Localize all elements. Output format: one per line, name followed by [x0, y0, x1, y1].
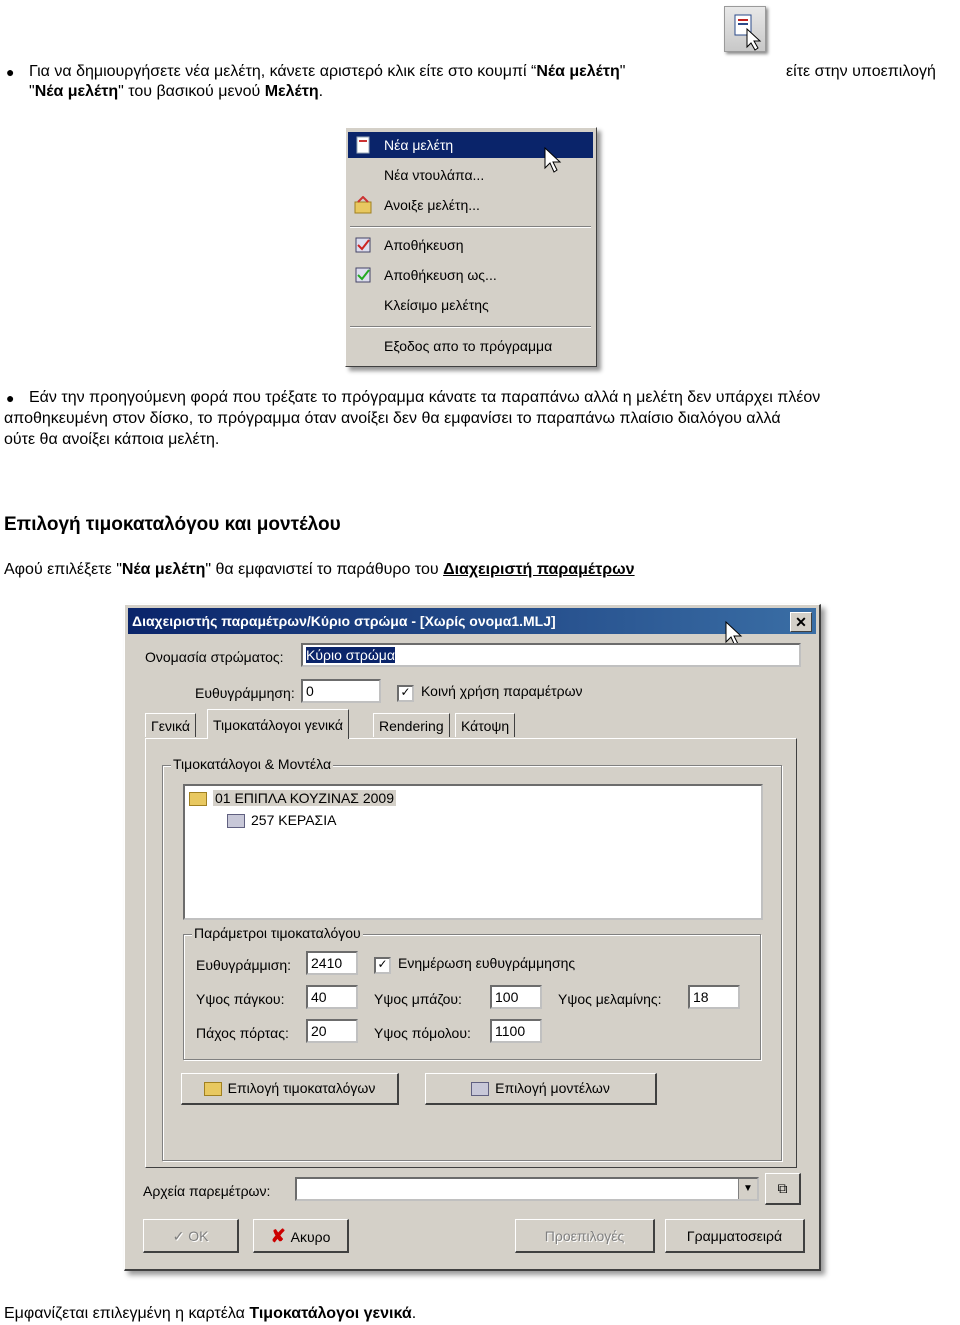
check-icon: ✓ [172, 1228, 189, 1244]
menu-item-new-study[interactable] [348, 132, 593, 158]
tree-item-label: 01 ΕΠΙΠΛΑ ΚΟΥΖΙΝΑΣ 2009 [215, 790, 394, 806]
melamine-height-label: Υψος μελαμίνης: [558, 991, 662, 1007]
text: Αφού επιλέξετε " [4, 561, 122, 578]
param-files-label: Αρχεία παρεμέτρων: [143, 1183, 271, 1199]
menu-item-exit[interactable] [348, 333, 593, 359]
catalogs-models-group [162, 756, 782, 1161]
x-icon: ✘ [270, 1226, 291, 1246]
shared-params-label: Κοινή χρήση παραμέτρων [421, 683, 583, 699]
param-files-select[interactable] [295, 1177, 759, 1201]
door-thickness-field[interactable]: 20 [306, 1019, 358, 1043]
tab-general[interactable]: Γενικά [145, 713, 196, 737]
splash-height-field[interactable]: 100 [490, 985, 542, 1009]
update-alignment-label: Ενημέρωση ευθυγράμμησης [398, 955, 576, 971]
tab-panel [145, 738, 797, 1168]
bullet1-line1-right: είτε στην υποεπιλογή [786, 63, 936, 80]
menu-separator [350, 326, 591, 328]
button-label: Επιλογή τιμοκαταλόγων [227, 1080, 376, 1096]
folder-icon [204, 1082, 222, 1096]
bullet1-line2 [29, 82, 729, 102]
text: . [411, 1305, 417, 1322]
menu-item-new-wardrobe[interactable] [348, 162, 593, 188]
text: . [318, 83, 324, 100]
button-label: OK [188, 1228, 209, 1244]
p-alignment-field[interactable]: 2410 [306, 951, 358, 975]
door-thickness-label: Πάχος πόρτας: [196, 1025, 289, 1041]
button-label: Επιλογή μοντέλων [495, 1080, 610, 1096]
layer-name-field[interactable] [301, 643, 801, 667]
save-as-icon [354, 266, 372, 284]
dropdown-arrow-icon[interactable]: ▼ [738, 1179, 757, 1199]
group-label: Τιμοκατάλογοι & Μοντέλα [173, 756, 332, 772]
parameters-manager-link[interactable]: Διαχειριστή παραμέτρων [443, 561, 635, 578]
menu-item-close-study[interactable] [348, 292, 593, 318]
group-label: Παράμετροι τιμοκαταλόγου [194, 925, 361, 941]
section-heading: Επιλογή τιμοκαταλόγου και μοντέλου [4, 514, 341, 535]
bold-text: Μελέτη [264, 83, 319, 100]
button-label: Ακυρο [290, 1229, 331, 1245]
bullet1-line1 [29, 62, 729, 82]
p-alignment-label: Ευθυγράμμιση: [196, 957, 292, 973]
catalog-params-group [183, 925, 761, 1060]
menu-item-open-study[interactable] [348, 192, 593, 218]
alignment-field[interactable]: 0 [301, 679, 381, 703]
footer-paragraph [4, 1304, 416, 1324]
bullet2-line3: ούτε θα ανοίξει κάποια μελέτη. [4, 431, 220, 448]
tree-item-label: 257 ΚΕΡΑΣΙΑ [251, 812, 337, 828]
model-icon [227, 814, 245, 828]
select-catalogs-button[interactable] [181, 1073, 399, 1105]
bold-text: Νέα μελέτη [121, 561, 206, 578]
alignment-label: Ευθυγράμμηση: [195, 685, 295, 701]
text: " θα εμφανιστεί το παράθυρο του [205, 561, 444, 578]
tree-item-model[interactable] [227, 812, 336, 828]
ok-button[interactable] [143, 1219, 239, 1253]
text: " [619, 63, 626, 80]
bold-text: Τιμοκατάλογοι γενικά [249, 1305, 412, 1322]
model-icon [471, 1082, 489, 1096]
study-menu [345, 127, 597, 367]
text: " [29, 83, 35, 100]
fonts-button[interactable]: Γραμματοσειρά [665, 1219, 805, 1253]
bold-text: Νέα μελέτη [536, 63, 620, 80]
new-study-toolbar-button [724, 6, 766, 52]
menu-item-label: Νέα μελέτη [384, 137, 454, 153]
tab-catalogs-general[interactable]: Τιμοκατάλογοι γενικά [207, 709, 349, 739]
cancel-button[interactable] [253, 1219, 349, 1253]
counter-height-field[interactable]: 40 [306, 985, 358, 1009]
new-study-icon [725, 7, 765, 51]
new-study-icon [354, 136, 372, 154]
menu-item-label: Ανοιξε μελέτη... [384, 197, 480, 213]
counter-height-label: Υψος πάγκου: [196, 991, 285, 1007]
menu-item-label: Εξοδος απο το πρόγραμμα [384, 338, 553, 354]
close-button[interactable]: ✕ [790, 612, 812, 632]
open-folder-icon [354, 196, 372, 214]
intro-paragraph [4, 560, 635, 580]
menu-item-save[interactable] [348, 232, 593, 258]
browse-files-button[interactable] [765, 1173, 801, 1205]
folder-icon: ⧉ [777, 1180, 788, 1196]
save-icon [354, 236, 372, 254]
splash-height-label: Υψος μπάζου: [374, 991, 462, 1007]
text: Για να δημιουργήσετε νέα μελέτη, κάνετε αριστερό κλικ είτε στο κουμπί “ [29, 63, 537, 80]
text: Εμφανίζεται επιλεγμένη η καρτέλα [4, 1305, 250, 1322]
layer-name-value: Κύριο στρώμα [306, 647, 395, 663]
menu-item-label: Αποθήκευση [384, 237, 464, 253]
tab-floorplan[interactable]: Κάτοψη [455, 713, 515, 737]
menu-item-save-as[interactable] [348, 262, 593, 288]
folder-icon [189, 792, 207, 806]
shared-params-checkbox[interactable]: ✓ [397, 685, 414, 702]
dialog-titlebar [128, 608, 816, 634]
bullet2-line1: Εάν την προηγούμενη φορά που τρέξατε το πρόγραμμα κάνατε τα παραπάνω αλλά η μελέτη δεν υπάρχει πλέον [29, 389, 821, 406]
bullet2-line2: αποθηκευμένη στον δίσκο, το πρόγραμμα όταν ανοίξει δεν θα εμφανίσει το παραπάνω πλαίσιο διαλόγου αλλά [4, 410, 781, 427]
handle-height-field[interactable]: 1100 [490, 1019, 542, 1043]
menu-item-label: Αποθήκευση ως... [384, 267, 497, 283]
bullet-marker: ● [6, 64, 15, 80]
menu-item-label: Κλείσιμο μελέτης [384, 297, 489, 313]
catalog-tree[interactable] [183, 784, 763, 920]
tree-item-catalog[interactable] [189, 790, 396, 806]
defaults-button[interactable]: Προεπιλογές [515, 1219, 655, 1253]
bold-text: Νέα μελέτη [34, 83, 119, 100]
text: " του βασικού μενού [118, 83, 265, 100]
menu-item-label: Νέα ντουλάπα... [384, 167, 485, 183]
bullet-marker: ● [6, 390, 15, 406]
tab-rendering[interactable]: Rendering [373, 713, 450, 737]
menu-separator [350, 226, 591, 228]
dialog-title: Διαχειριστής παραμέτρων/Κύριο στρώμα - [Χωρίς ονομα1.MLJ] [132, 613, 556, 629]
layer-name-label: Ονομασία στρώματος: [145, 649, 284, 665]
handle-height-label: Υψος πόμολου: [374, 1025, 471, 1041]
update-alignment-checkbox[interactable]: ✓ [374, 957, 391, 974]
parameters-manager-dialog [124, 604, 821, 1271]
select-models-button[interactable] [425, 1073, 657, 1105]
melamine-height-field[interactable]: 18 [688, 985, 740, 1009]
